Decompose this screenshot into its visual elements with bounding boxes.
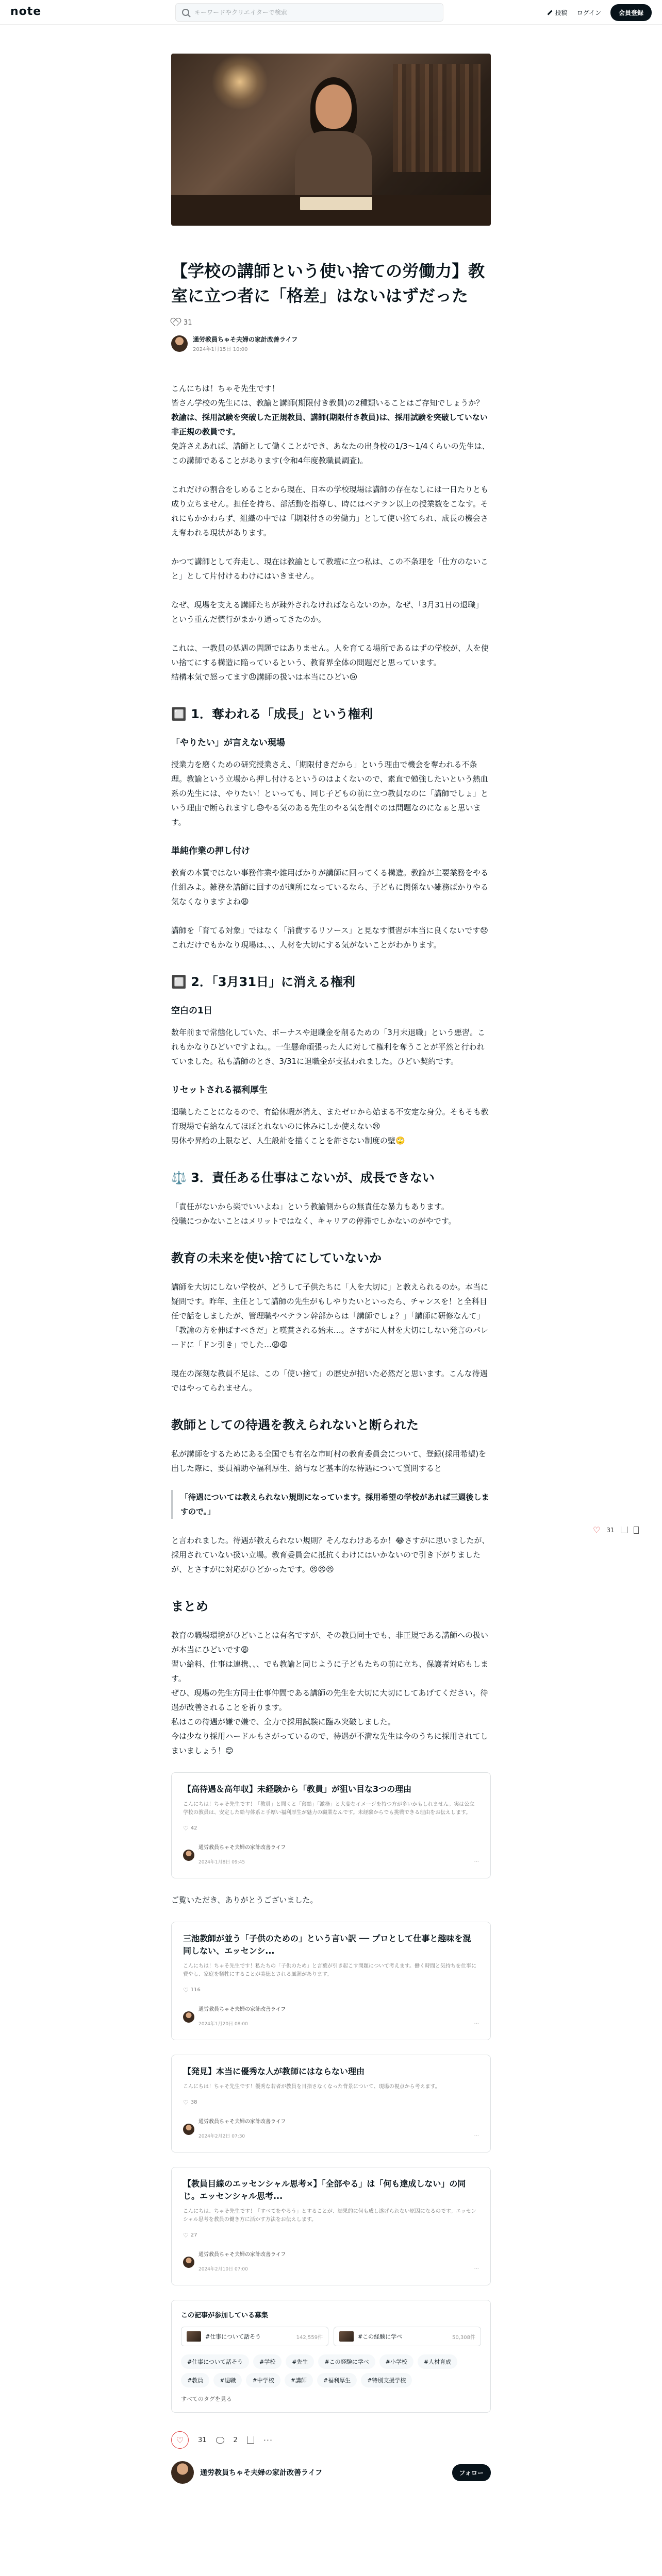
avatar[interactable] — [171, 2461, 194, 2484]
author-name[interactable]: 通労教員ちゃそ夫婦の家計改善ライフ — [200, 2469, 323, 2477]
tag[interactable]: #特別支援学校 — [361, 2373, 412, 2387]
contest-thumbnail — [187, 2331, 201, 2342]
section-heading: 教育の未来を使い捨てにしていないか — [171, 1251, 382, 1265]
tag[interactable]: #教員 — [181, 2373, 209, 2387]
article-author[interactable] — [171, 335, 491, 352]
thanks-text: ご覧いただき、ありがとうございました。 — [171, 1895, 318, 1905]
heart-icon[interactable]: ♡ — [593, 1525, 601, 1535]
related-article-card[interactable] — [171, 2167, 491, 2285]
paragraph: と言われました。待遇が教えられない規則？そんなわけあるか！😂さすがに思いましたが、採用されていない扱い立場。教育委員会に抵抗くわけにはいかないので引き下がりましたが、とさすがに対応がひどかったです。😠😠😠 — [171, 1536, 490, 1574]
post-label: 投稿 — [555, 9, 568, 16]
search-bar[interactable] — [175, 3, 443, 22]
sub-heading: 空白の1日 — [171, 1006, 212, 1016]
search-input[interactable] — [194, 9, 432, 16]
related-article-card[interactable] — [171, 1922, 491, 2040]
more-icon[interactable]: ··· — [263, 2435, 273, 2445]
tagbox-title: この記事が参加している募集 — [181, 2312, 269, 2319]
sub-heading: 「やりたい」が言えない現場 — [171, 738, 285, 748]
card-title[interactable]: 三池教師が並う「子供のための」という言い訳 ── プロとして仕事と趣味を混同しない、エッセンシ... — [183, 1934, 471, 1956]
tag[interactable]: #中学校 — [246, 2373, 280, 2387]
paragraph: 「責任がないから楽でいいよね」という教諭側からの無責任な暴力もあります。 役職につかないことはメリットではなく、キャリアの停滞でしかないのがやです。 — [171, 1202, 456, 1226]
card-author[interactable]: 通労教員ちゃそ夫婦の家計改善ライフ 2024年2月2日 07:30 — [183, 2115, 286, 2144]
tag[interactable]: #小学校 — [379, 2354, 413, 2369]
section-heading: 🔲 1．奪われる「成長」という権利 — [171, 707, 373, 721]
tag[interactable]: #講師 — [285, 2373, 313, 2387]
comment-count: 2 — [233, 2436, 238, 2444]
heart-icon: ♡ — [183, 2099, 189, 2106]
card-likes: ♡ 116 — [183, 1983, 479, 1997]
article-likes[interactable] — [171, 318, 491, 327]
article-actions — [171, 2431, 491, 2449]
avatar — [183, 2011, 194, 2023]
site-header — [0, 0, 662, 25]
footer-author — [171, 2461, 491, 2484]
card-likes: ♡ 42 — [183, 1821, 479, 1836]
heart-icon — [171, 318, 179, 327]
article-body — [171, 381, 491, 2285]
paragraph: 教育の本質ではない事務作業や雑用ばかりが講師に回ってくる構造。教諭が主要業務をやる仕組みよ。雑務を講師に回すのが適所になっているなら、子どもに関係ない雑務ばかりやる気なくなりますよね😩 — [171, 868, 489, 906]
post-button[interactable] — [547, 8, 568, 17]
heart-icon: ♡ — [183, 1987, 189, 1994]
header-actions — [547, 4, 652, 21]
avatar[interactable] — [171, 335, 188, 352]
all-tags-link[interactable]: すべてのタグを見る — [181, 2396, 232, 2402]
card-likes: ♡ 38 — [183, 2095, 479, 2110]
bookmark-icon[interactable] — [634, 1527, 639, 1534]
like-count: 31 — [198, 2436, 207, 2444]
tag[interactable]: #学校 — [253, 2354, 282, 2369]
paragraph: これは、一教員の処遇の問題ではありません。人を育てる場所であるはずの学校が、人を使い捨てにする構造に陥っているという、教育界全体の問題だと思っています。 結構本気で怒ってます😠講師の扱いは本当にひどい😢 — [171, 643, 489, 682]
follow-button[interactable]: フォロー — [452, 2464, 491, 2481]
card-excerpt: こんにちは！ちゃそ先生です！優秀な若者が教員を目指さなくなった背景について、現場の視点から考えます。 — [183, 2084, 440, 2090]
card-title[interactable]: 【高待遇＆高年収】未経験から「教員」が狙い目な3つの理由 — [183, 1784, 412, 1794]
paragraph: 講師を「育てる対象」ではなく「消費するリソース」と見なす慣習が本当に良くないです😞これだけでもかなり現場は、、、人材を大切にする気がないことがわかります。 — [171, 926, 488, 950]
tag[interactable]: #先生 — [286, 2354, 314, 2369]
card-excerpt: こんにちは、ちゃそ先生です！「すべてをやろう」とすることが、結果的に何も成し遂げられない原因になるのです。エッセンシャル思考を教員の働き方に活かす方法をお伝えします。 — [183, 2209, 476, 2223]
heart-icon: ♡ — [183, 2232, 189, 2239]
quote: 「待遇については教えられない規則になっています。採用希望の学校があれば三週後しますので。」 — [171, 1490, 491, 1519]
tag[interactable]: #福利厚生 — [317, 2373, 357, 2387]
tag[interactable]: #退職 — [213, 2373, 242, 2387]
login-button[interactable]: ログイン — [576, 9, 601, 16]
section-heading: まとめ — [171, 1599, 208, 1614]
hero-lamp — [211, 54, 268, 110]
tag-list — [181, 2354, 481, 2387]
card-title[interactable]: 【教員目線のエッセンシャル思考×】「全部やる」は「何も達成しない」の同じ。エッセンシャル思考... — [183, 2179, 466, 2201]
paragraph: 現在の深刻な教員不足は、この「使い捨て」の歴史が招いた必然だと思います。こんな待遇ではやってられません。 — [171, 1369, 488, 1393]
comment-icon[interactable] — [216, 2437, 224, 2444]
publish-date: 2024年1月15日 10:00 — [193, 347, 248, 352]
like-count: 31 — [184, 318, 192, 327]
card-title[interactable]: 【発見】本当に優秀な人が教師にはならない理由 — [183, 2066, 365, 2076]
paragraph: 授業力を磨くための研究授業さえ、「期限付きだから」という理由で機会を奪われる不条理。教諭という立場から押し付けるというのはよくないので、素直で勉強したいという熱血系の先生には、やりたい！といっても、同じ子どもの前に立つ教員なのに「講師でしょ」という理由で断られますし😓やる気のある先生のやる気を削ぐのは問題なのになぁと思います。 — [171, 760, 489, 827]
card-menu-icon[interactable]: ··· — [474, 2021, 479, 2027]
card-author[interactable]: 通労教員ちゃそ夫婦の家計改善ライフ 2024年1月20日 08:00 — [183, 2003, 286, 2031]
author-name[interactable]: 通労教員ちゃそ夫婦の家計改善ライフ — [193, 336, 298, 343]
article — [171, 54, 491, 2484]
contest-item[interactable]: #この経験に学べ 50,308件 — [334, 2327, 481, 2346]
paragraph: 講師を大切にしない学校が、どうして子供たちに「人を大切に」と教えられるのか。本当に疑問です。昨年、主任として講師の先生がもしやりたいといったら、チャンスを！と全科目任で話をしましたが、管理職やベテラン幹部からは「講師でしょ？」「講師に研修なんて」「教諭の方を伸ばすべきだ」と嘆賞される始末…。さすがに人材を大切にしない発言のパレードに「ドン引き」でした…😩😩 — [171, 1282, 489, 1349]
paragraph: 教育の職場環境がひどいことは有名ですが、その教員同士でも、非正規である講師への扱いが本当にひどいです😩 習い給料、仕事は連携、、、でも教諭と同じように子どもたちの前に立ち、保護者対応もします。 ぜひ、現場の先生方同士仕事仲間である講師の先生を大切に大切にしてあげてください。待遇が改善されることを祈ります。 私はこの待遇が嫌で嫌で、全力で採用試験に臨み突破しました。 今は少なり採用ハードルもさがっているので、待遇が不満な先生は今のうちに採用されてしまいましょう！😊 — [171, 1631, 489, 1755]
intro-paragraph: こんにちは！ちゃそ先生です！ 皆さん学校の先生には、教諭と講師(期限付き教員)の2種類いることはご存知でしょうか？ 教諭は、採用試験を突破した正規教員、講師(期限付き教員)は、採用試験を突破していない非正規の教員です。 免許さえあれば、講師として働くことができ、あなたの出身校の1/3〜1/4くらいの先生は、この講師であることがあります(令和4年度教職員調査)。 — [171, 384, 490, 465]
avatar — [183, 1850, 194, 1861]
tag[interactable]: #仕事について話そう — [181, 2354, 249, 2369]
section-heading: 教師としての待遇を教えられないと断られた — [171, 1418, 419, 1432]
paragraph: 数年前まで常態化していた、ボーナスや退職金を削るための「3月末退職」という悪習。これもかなりひどいですよね。。一生懸命頑張った人に対して権利を奪うことが平然と行われていました。私も講師のとき、3/31に退職金が支払われました。ひどい契約です。 — [171, 1028, 485, 1066]
contest-item[interactable]: #仕事について話そう 142,559件 — [181, 2327, 328, 2346]
card-menu-icon[interactable]: ··· — [474, 2133, 479, 2139]
share-icon[interactable] — [621, 1527, 627, 1533]
card-author[interactable]: 通労教員ちゃそ夫婦の家計改善ライフ 2024年1月8日 09:45 — [183, 1841, 286, 1870]
tag[interactable]: #人材育成 — [418, 2354, 457, 2369]
search-icon — [182, 9, 189, 16]
related-article-card[interactable] — [171, 1772, 491, 1878]
card-likes: ♡ 27 — [183, 2228, 479, 2243]
paragraph: かつて講師として奔走し、現在は教諭として教壇に立つ私は、この不条理を「仕方のないこと」として片付けるわけにはいきません。 — [171, 557, 489, 581]
card-menu-icon[interactable]: ··· — [474, 2266, 479, 2272]
hero-bookshelf — [393, 64, 481, 172]
card-menu-icon[interactable]: ··· — [474, 1859, 479, 1865]
tag[interactable]: #この経験に学べ — [318, 2354, 375, 2369]
paragraph: 私が講師をするためにある全国でも有名な市町村の教育委員会について、登録(採用希望)を出した際に、要員補助や福利厚生、給与など基本的な待遇について質問すると — [171, 1449, 487, 1473]
contest-row — [181, 2327, 481, 2346]
pencil-icon — [547, 10, 552, 15]
sub-heading: 単純作業の押し付け — [171, 846, 250, 856]
hero-book — [300, 197, 372, 210]
signup-button[interactable]: 会員登録 — [610, 4, 652, 21]
hero-image — [171, 54, 491, 226]
article-title: 【学校の講師という使い捨ての労働力】教室に立つ者に「格差」はないはずだった — [171, 261, 485, 306]
note-logo[interactable]: note — [10, 5, 42, 18]
paragraph: なぜ、現場を支える講師たちが疎外されなければならないのか。なぜ、「3月31日の退職」という重んだ慣行がまかり通ってきたのか。 — [171, 600, 484, 624]
avatar — [183, 2257, 194, 2268]
contest-thumbnail — [339, 2331, 354, 2342]
paragraph: これだけの割合をしめることから現在、日本の学校現場は講師の存在なしには一日たりとも成り立ちません。担任を持ち、部活動を指導し、時にはベテラン以上の授業数をこなす。それにもかかわらず、組織の中では「期限付きの労働力」として使い捨てられ、成長の機会さえ奪われる現状があります。 — [171, 485, 489, 537]
section-heading: ⚖️ 3．責任ある仕事はこないが、成長できない — [171, 1171, 435, 1185]
sub-heading: リセットされる福利厚生 — [171, 1085, 268, 1095]
side-actions — [593, 1525, 639, 1535]
paragraph: 退職したことになるので、有給休暇が消え、またゼロから始まる不安定な身分。そもそも教育現場で有給なんてほぼとれないのに休みにしか使えない😢 男休や昇給の上限など、人生設計を描くことを許さない制度の壁🙄 — [171, 1107, 489, 1145]
card-excerpt: こんにちは！ちゃそ先生です！私たちの「子供のため」と言葉が引き起こす問題について考えます。働く時間と気持ちを仕事に費やし、家庭を犠牲にすることが美徳とされる風潮があります。 — [183, 1963, 476, 1977]
tag-box — [171, 2300, 491, 2413]
side-like-count: 31 — [606, 1526, 615, 1534]
avatar — [183, 2124, 194, 2135]
card-excerpt: こんにちは！ちゃそ先生です！「教員」と聞くと「薄給」「激務」と大変なイメージを持つ方が多いかもしれません。実は公立学校の教員は、安定した給与体系と手厚い福利厚生が魅力の職業なんです。未経験からでも挑戦できる理由をお伝えします。 — [183, 1802, 475, 1816]
section-heading: 🔲 2．「3月31日」に消える権利 — [171, 975, 356, 989]
heart-icon: ♡ — [183, 1825, 189, 1832]
like-button[interactable]: ♡ — [171, 2431, 189, 2449]
share-icon[interactable] — [247, 2436, 254, 2444]
card-author[interactable]: 通労教員ちゃそ夫婦の家計改善ライフ 2024年2月10日 07:00 — [183, 2248, 286, 2277]
related-article-card[interactable] — [171, 2055, 491, 2153]
